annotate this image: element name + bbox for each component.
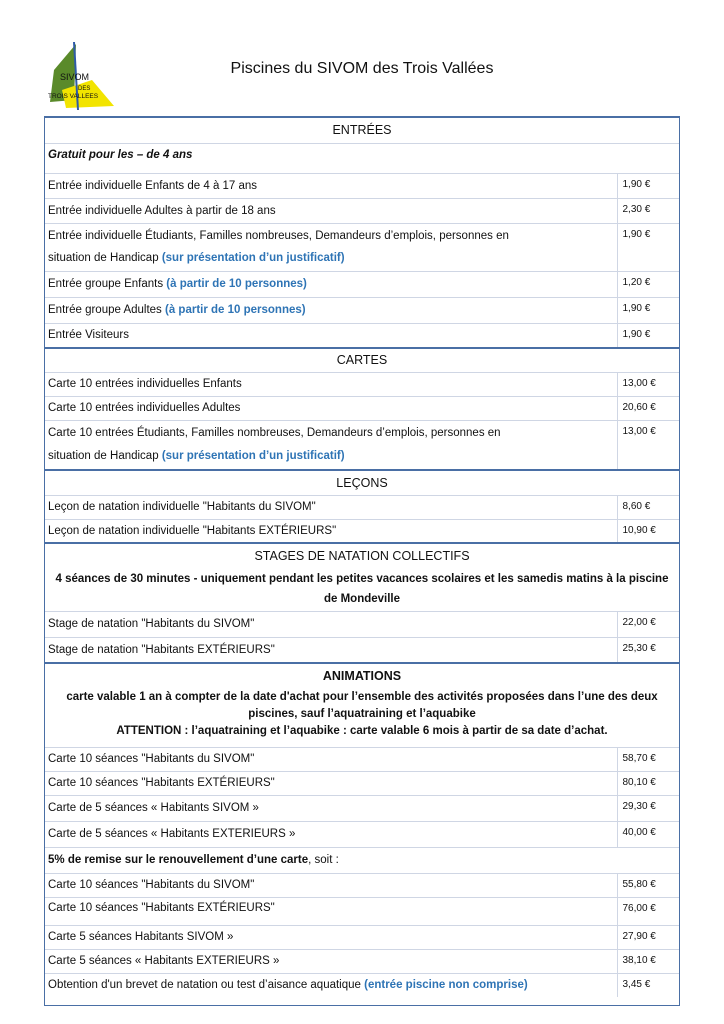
table-row	[44, 519, 680, 543]
row-label: Entrée Visiteurs	[48, 329, 129, 342]
table-row	[44, 396, 680, 420]
row-price: 3,45 €	[618, 973, 680, 997]
section-header-entrees	[44, 117, 680, 143]
stages-note-line1: 4 séances de 30 minutes - uniquement pendant les petites vacances scolaires et les samedis matins à la piscine	[55, 572, 669, 585]
table-row	[44, 897, 680, 925]
row-label-cell	[44, 271, 618, 297]
row-price: 1,90 €	[618, 223, 680, 271]
row-note: (sur présentation d’un justificatif)	[161, 449, 345, 462]
row-label-multiline	[44, 420, 618, 470]
table-row	[44, 323, 680, 348]
section-title: ENTRÉES	[44, 117, 680, 143]
row-label: Carte 10 séances "Habitants EXTÉRIEURS"	[44, 897, 618, 925]
logo-text-trois-vallees: TROIS VALLEES	[48, 93, 99, 100]
row-price: 1,90 €	[618, 323, 680, 348]
attention-note: ATTENTION : l’aquatraining et l’aquabike : carte valable 6 mois à partir de sa date d’achat.	[44, 725, 680, 747]
row-label-cell	[44, 297, 618, 323]
page-title: Piscines du SIVOM des Trois Vallées	[230, 60, 494, 77]
row-label: Leçon de natation individuelle "Habitants EXTÉRIEURS"	[48, 524, 337, 537]
row-label: Carte de 5 séances « Habitants SIVOM »	[44, 795, 618, 821]
row-price: 13,00 €	[618, 420, 680, 470]
row-price: 8,60 €	[618, 495, 680, 519]
row-label: Carte de 5 séances « Habitants EXTERIEURS »	[44, 821, 618, 847]
row-price: 55,80 €	[618, 873, 680, 897]
stages-note	[44, 567, 680, 611]
row-price: 29,30 €	[618, 795, 680, 821]
row-price: 13,00 €	[618, 372, 680, 396]
row-label: Stage de natation "Habitants du SIVOM"	[44, 611, 618, 637]
table-row	[44, 611, 680, 637]
discount-note-bold: 5% de remise sur le renouvellement d’une carte	[48, 854, 309, 866]
table-row	[44, 198, 680, 223]
row-note: (entrée piscine non comprise)	[364, 979, 528, 992]
row-label: Carte 5 séances Habitants SIVOM »	[44, 925, 618, 949]
free-note-row	[44, 143, 680, 173]
row-label: Entrée groupe Adultes	[48, 304, 165, 316]
row-label: Entrée individuelle Adultes à partir de 18 ans	[44, 198, 618, 223]
table-row	[44, 973, 680, 997]
row-price: 27,90 €	[618, 925, 680, 949]
discount-note	[44, 847, 680, 873]
row-label-multiline	[44, 223, 618, 271]
row-label: Carte 10 séances "Habitants du SIVOM"	[44, 873, 618, 897]
row-label: Entrée individuelle Enfants de 4 à 17 ans	[44, 173, 618, 198]
row-price: 20,60 €	[618, 396, 680, 420]
row-label: Carte 5 séances « Habitants EXTERIEURS »	[44, 949, 618, 973]
stages-note-line2: de Mondeville	[323, 592, 401, 605]
stages-note-row	[44, 567, 680, 611]
price-table	[44, 116, 680, 997]
animations-note-line1: carte valable 1 an à compter de la date d'achat pour l’ensemble des activités proposées dans l’une des deux	[66, 691, 658, 703]
row-label: Carte 10 séances "Habitants EXTÉRIEURS"	[44, 771, 618, 795]
row-note: (à partir de 10 personnes)	[166, 278, 307, 290]
table-row	[44, 771, 680, 795]
row-label: Entrée individuelle Étudiants, Familles nombreuses, Demandeurs d’emplois, personnes en	[48, 230, 509, 242]
row-note: (à partir de 10 personnes)	[165, 304, 306, 316]
table-row	[44, 173, 680, 198]
row-label-line2: situation de Handicap	[48, 449, 162, 462]
row-price: 10,90 €	[618, 519, 680, 543]
table-row	[44, 271, 680, 297]
table-row	[44, 873, 680, 897]
row-price: 1,90 €	[618, 297, 680, 323]
row-label: Carte 10 entrées individuelles Adultes	[44, 396, 618, 420]
row-label-line2: situation de Handicap	[48, 252, 162, 264]
table-row	[44, 747, 680, 771]
row-label: Stage de natation "Habitants EXTÉRIEURS"	[48, 643, 275, 656]
animations-note-row	[44, 687, 680, 725]
table-row	[44, 223, 680, 271]
section-header-stages	[44, 543, 680, 567]
table-row	[44, 297, 680, 323]
section-header-animations	[44, 663, 680, 687]
attention-row	[44, 725, 680, 747]
table-row	[44, 795, 680, 821]
row-price: 2,30 €	[618, 198, 680, 223]
section-title: CARTES	[44, 348, 680, 372]
discount-row	[44, 847, 680, 873]
table-row	[44, 925, 680, 949]
row-price: 40,00 €	[618, 821, 680, 847]
row-label: Carte 10 séances "Habitants du SIVOM"	[44, 747, 618, 771]
row-label: Carte 10 entrées Étudiants, Familles nombreuses, Demandeurs d’emplois, personnes en	[48, 426, 501, 439]
row-price: 1,20 €	[618, 271, 680, 297]
animations-note	[44, 687, 680, 725]
logo-text-des: DES	[78, 86, 91, 92]
table-row	[44, 949, 680, 973]
discount-note-rest: , soit :	[308, 854, 339, 866]
free-note: Gratuit pour les – de 4 ans	[44, 143, 680, 173]
row-label: Obtention d'un brevet de natation ou test d’aisance aquatique	[48, 979, 365, 992]
table-row	[44, 495, 680, 519]
row-price: 1,90 €	[618, 173, 680, 198]
table-row	[44, 821, 680, 847]
row-price: 76,00 €	[618, 897, 680, 925]
row-label: Carte 10 entrées individuelles Enfants	[44, 372, 618, 396]
section-title: ANIMATIONS	[44, 663, 680, 687]
row-price: 25,30 €	[618, 637, 680, 663]
row-price: 58,70 €	[618, 747, 680, 771]
section-title: LEÇONS	[44, 470, 680, 495]
table-row	[44, 637, 680, 663]
row-note: (sur présentation d’un justificatif)	[161, 252, 345, 264]
table-row	[44, 372, 680, 396]
animations-note-line2: piscines, sauf l’aquatraining et l’aquabike	[248, 708, 476, 720]
section-header-lecons	[44, 470, 680, 495]
section-header-cartes	[44, 348, 680, 372]
section-title: STAGES DE NATATION COLLECTIFS	[44, 543, 680, 567]
row-price: 22,00 €	[618, 611, 680, 637]
row-price: 80,10 €	[618, 771, 680, 795]
row-label-cell	[44, 973, 618, 997]
row-label: Entrée groupe Enfants	[48, 278, 167, 290]
table-row	[44, 420, 680, 470]
row-label: Leçon de natation individuelle "Habitants du SIVOM"	[44, 495, 618, 519]
row-price: 38,10 €	[618, 949, 680, 973]
logo-text-sivom: SIVOM	[60, 72, 90, 82]
